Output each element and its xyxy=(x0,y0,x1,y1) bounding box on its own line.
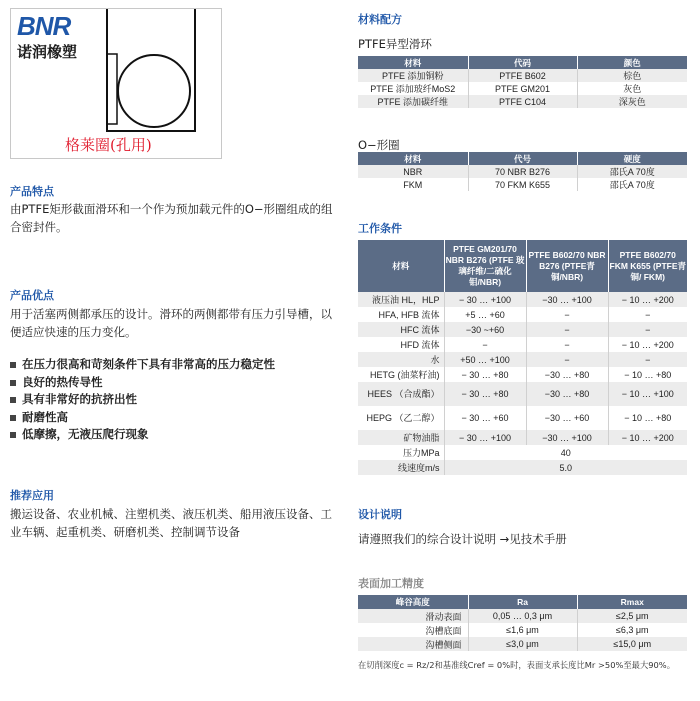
table-cell: PTFE 添加铜粉 xyxy=(358,69,468,82)
table-row xyxy=(358,406,687,430)
speed-label: 线速度m/s xyxy=(358,460,444,475)
table-cell: ≤15,0 μm xyxy=(577,637,687,651)
table-cell: − xyxy=(444,337,526,352)
table-cell: 矿物油脂 xyxy=(358,430,444,445)
table-cell: ≤1,6 μm xyxy=(468,623,577,637)
table-row xyxy=(358,430,687,445)
table-cell: − 10 … +200 xyxy=(608,430,687,445)
column-header: Ra xyxy=(468,595,577,609)
table-cell: 沟槽侧面 xyxy=(358,637,468,651)
table-row xyxy=(358,445,687,460)
table-cell: +50 … +100 xyxy=(444,352,526,367)
table-cell: +5 … +60 xyxy=(444,307,526,322)
pressure-label: 压力MPa xyxy=(358,445,444,460)
features-title: 产品特点 xyxy=(10,185,54,198)
table-cell: ≤3,0 μm xyxy=(468,637,577,651)
advantages-list xyxy=(10,356,345,444)
surface-footnote: 在切削深度c = Rz/2和基准线Cref = 0%时，表面支承长度比Mr >50%至最大90%。 xyxy=(358,660,675,670)
table-cell: − xyxy=(608,322,687,337)
table-cell: HEPG （乙二醇） xyxy=(358,406,444,430)
table-cell: 灰色 xyxy=(577,82,687,95)
table-row xyxy=(358,352,687,367)
oring-material-table xyxy=(358,152,687,191)
table-cell: 0,05 … 0,3 μm xyxy=(468,609,577,623)
table-cell: FKM xyxy=(358,178,468,191)
applications-title: 推荐应用 xyxy=(10,489,54,502)
table-cell: − 30 … +100 xyxy=(444,430,526,445)
table-cell: − 10 … +80 xyxy=(608,406,687,430)
table-row xyxy=(358,337,687,352)
table-row xyxy=(358,307,687,322)
column-header: 材料 xyxy=(358,240,444,292)
column-header: PTFE B602/70 NBR B276 (PTFE青铜/NBR) xyxy=(526,240,608,292)
product-image xyxy=(10,8,222,159)
table-row xyxy=(358,623,687,637)
table-cell: − 10 … +200 xyxy=(608,292,687,307)
table-row xyxy=(358,609,687,623)
table-cell: −30 … +80 xyxy=(526,382,608,406)
pressure-value: 40 xyxy=(444,445,687,460)
column-header: 代码 xyxy=(468,56,577,69)
table-row xyxy=(358,322,687,337)
table-row xyxy=(358,69,687,82)
ptfe-material-table xyxy=(358,56,687,108)
table-cell: −30 … +60 xyxy=(526,406,608,430)
table-row xyxy=(358,367,687,382)
table-row xyxy=(358,165,687,178)
table-cell: 邵氏A 70度 xyxy=(577,178,687,191)
list-item: 具有非常好的抗挤出性 xyxy=(10,391,345,409)
applications-text: 搬运设备、农业机械、注塑机类、液压机类、船用液压设备、工业车辆、起重机类、研磨机类、控制调节设备 xyxy=(10,507,332,539)
table-cell: PTFE 添加碳纤维 xyxy=(358,95,468,108)
column-header: 代号 xyxy=(468,152,577,165)
table-cell: −30 … +100 xyxy=(526,292,608,307)
materials-title: 材料配方 xyxy=(358,13,402,26)
table-cell: − xyxy=(526,322,608,337)
speed-value: 5.0 xyxy=(444,460,687,475)
table-cell: − 30 … +60 xyxy=(444,406,526,430)
list-item: 在压力很高和苛刻条件下具有非常高的压力稳定性 xyxy=(10,356,345,374)
ptfe-subtitle: PTFE异型滑环 xyxy=(358,37,432,51)
list-item: 低摩擦，无液压爬行现象 xyxy=(10,426,345,444)
table-cell: − xyxy=(608,307,687,322)
table-cell: −30 ~+60 xyxy=(444,322,526,337)
features-text: 由PTFE矩形截面滑环和一个作为预加载元件的O−形圈组成的组合密封件。 xyxy=(10,202,333,234)
table-cell: HFD 流体 xyxy=(358,337,444,352)
table-cell: 深灰色 xyxy=(577,95,687,108)
column-header: 硬度 xyxy=(577,152,687,165)
surface-title: 表面加工精度 xyxy=(358,577,424,590)
table-cell: 70 FKM K655 xyxy=(468,178,577,191)
table-row xyxy=(358,292,687,307)
table-cell: − xyxy=(526,352,608,367)
table-cell: 水 xyxy=(358,352,444,367)
table-cell: 液压油 HL，HLP xyxy=(358,292,444,307)
brand-logo: BNR xyxy=(17,11,71,41)
table-cell: − 30 … +80 xyxy=(444,382,526,406)
table-cell: − 10 … +200 xyxy=(608,337,687,352)
column-header: 峰谷高度 xyxy=(358,595,468,609)
table-cell: − 30 … +100 xyxy=(444,292,526,307)
table-cell: PTFE C104 xyxy=(468,95,577,108)
table-cell: ≤2,5 μm xyxy=(577,609,687,623)
table-cell: 70 NBR B276 xyxy=(468,165,577,178)
table-cell: HEES （合成酯） xyxy=(358,382,444,406)
list-item: 良好的热传导性 xyxy=(10,374,345,392)
seal-drawing xyxy=(106,9,222,134)
table-cell: HFA, HFB 流体 xyxy=(358,307,444,322)
table-row xyxy=(358,178,687,191)
advantages-title: 产品优点 xyxy=(10,289,54,302)
table-cell: 棕色 xyxy=(577,69,687,82)
column-header: 材料 xyxy=(358,56,468,69)
table-row xyxy=(358,82,687,95)
column-header: 材料 xyxy=(358,152,468,165)
column-header: PTFE B602/70 FKM K655 (PTFE青铜/ FKM) xyxy=(608,240,687,292)
table-cell: − xyxy=(608,352,687,367)
brand-name-cn: 诺润橡塑 xyxy=(17,43,78,61)
table-row xyxy=(358,382,687,406)
table-cell: 邵氏A 70度 xyxy=(577,165,687,178)
advantages-text: 用于活塞两侧都承压的设计。滑环的两侧都带有压力引导槽，以便适应快速的压力变化。 xyxy=(10,307,332,339)
table-cell: PTFE GM201 xyxy=(468,82,577,95)
table-cell: NBR xyxy=(358,165,468,178)
column-header: PTFE GM201/70 NBR B276 (PTFE 玻璃纤维/二硫化钼/NBR) xyxy=(444,240,526,292)
table-row xyxy=(358,460,687,475)
table-cell: PTFE B602 xyxy=(468,69,577,82)
table-cell: −30 … +100 xyxy=(526,430,608,445)
product-caption: 格莱圈(孔用) xyxy=(65,136,152,154)
list-item: 耐磨性高 xyxy=(10,409,345,427)
table-cell: −30 … +80 xyxy=(526,367,608,382)
table-cell: PTFE 添加玻纤MoS2 xyxy=(358,82,468,95)
table-cell: − xyxy=(526,307,608,322)
working-conditions-table xyxy=(358,240,687,475)
table-cell: − 30 … +80 xyxy=(444,367,526,382)
design-title: 设计说明 xyxy=(358,508,402,521)
table-cell: − xyxy=(526,337,608,352)
design-text: 请遵照我们的综合设计说明 →见技术手册 xyxy=(358,532,567,546)
working-title: 工作条件 xyxy=(358,222,402,235)
table-cell: − 10 … +100 xyxy=(608,382,687,406)
table-cell: 滑动表面 xyxy=(358,609,468,623)
table-cell: 沟槽底面 xyxy=(358,623,468,637)
oring-subtitle: O−形圈 xyxy=(358,138,400,152)
column-header: Rmax xyxy=(577,595,687,609)
surface-finish-table xyxy=(358,595,687,651)
table-row xyxy=(358,637,687,651)
table-cell: ≤6,3 μm xyxy=(577,623,687,637)
column-header: 颜色 xyxy=(577,56,687,69)
table-row xyxy=(358,95,687,108)
table-cell: − 10 … +80 xyxy=(608,367,687,382)
table-cell: HETG (油菜籽油) xyxy=(358,367,444,382)
table-cell: HFC 流体 xyxy=(358,322,444,337)
